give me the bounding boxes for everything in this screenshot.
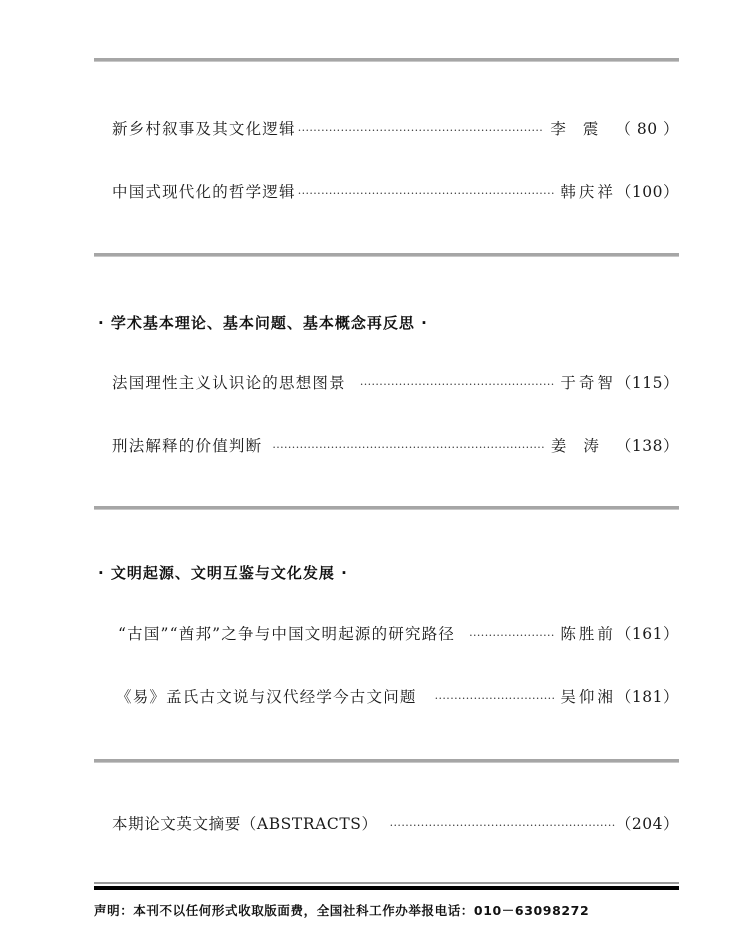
divider — [94, 253, 679, 257]
dot-leader — [298, 120, 545, 142]
footer-double-rule — [94, 882, 679, 892]
entry-title: 法国理性主义认识论的思想图景 — [112, 374, 346, 392]
dot-leader — [390, 815, 616, 837]
entry-author: 姜涛 — [550, 437, 616, 455]
toc-entry[interactable] — [116, 686, 679, 708]
footer-thick-line — [94, 886, 679, 890]
entry-page: （204） — [615, 815, 679, 833]
section-heading: · 文明起源、文明互鉴与文化发展 · — [98, 564, 348, 582]
entry-title: 《易》孟氏古文说与汉代经学今古文问题 — [116, 688, 417, 706]
footer-statement: 声明：本刊不以任何形式收取版面费，全国社科工作办举报电话：010－63098272 — [94, 903, 590, 918]
toc-entry-abstracts[interactable] — [112, 813, 679, 835]
entry-page: （100） — [615, 183, 679, 201]
dot-leader — [272, 437, 545, 459]
divider — [94, 759, 679, 763]
toc-entry[interactable] — [112, 435, 679, 457]
entry-title: 中国式现代化的哲学逻辑 — [112, 183, 296, 201]
dot-leader — [360, 374, 555, 396]
entry-page: （161） — [615, 625, 679, 643]
entry-title: 本期论文英文摘要（ABSTRACTS） — [112, 815, 378, 833]
entry-page: （115） — [615, 374, 679, 392]
entry-page: （138） — [615, 437, 679, 455]
entry-author: 李震 — [550, 120, 616, 138]
entry-author: 吴仰湘 — [560, 688, 616, 706]
entry-page: （ 80 ） — [615, 120, 679, 138]
dot-leader — [298, 183, 555, 205]
entry-title: 新乡村叙事及其文化逻辑 — [112, 120, 296, 138]
footer-thin-line — [94, 882, 679, 884]
entry-title: “古国”“酋邦”之争与中国文明起源的研究路径 — [118, 625, 456, 643]
toc-entry[interactable] — [112, 118, 679, 140]
dot-leader — [435, 688, 555, 710]
entry-page: （181） — [615, 688, 679, 706]
toc-entry[interactable] — [112, 372, 679, 394]
toc-entry[interactable] — [112, 181, 679, 203]
toc-entry[interactable] — [118, 623, 679, 645]
entry-author: 陈胜前 — [560, 625, 616, 643]
entry-author: 于奇智 — [560, 374, 616, 392]
section-heading: · 学术基本理论、基本问题、基本概念再反思 · — [98, 314, 428, 332]
divider-top — [94, 58, 679, 62]
divider — [94, 506, 679, 510]
entry-author: 韩庆祥 — [560, 183, 616, 201]
entry-title: 刑法解释的价值判断 — [112, 437, 263, 455]
dot-leader — [469, 625, 554, 647]
